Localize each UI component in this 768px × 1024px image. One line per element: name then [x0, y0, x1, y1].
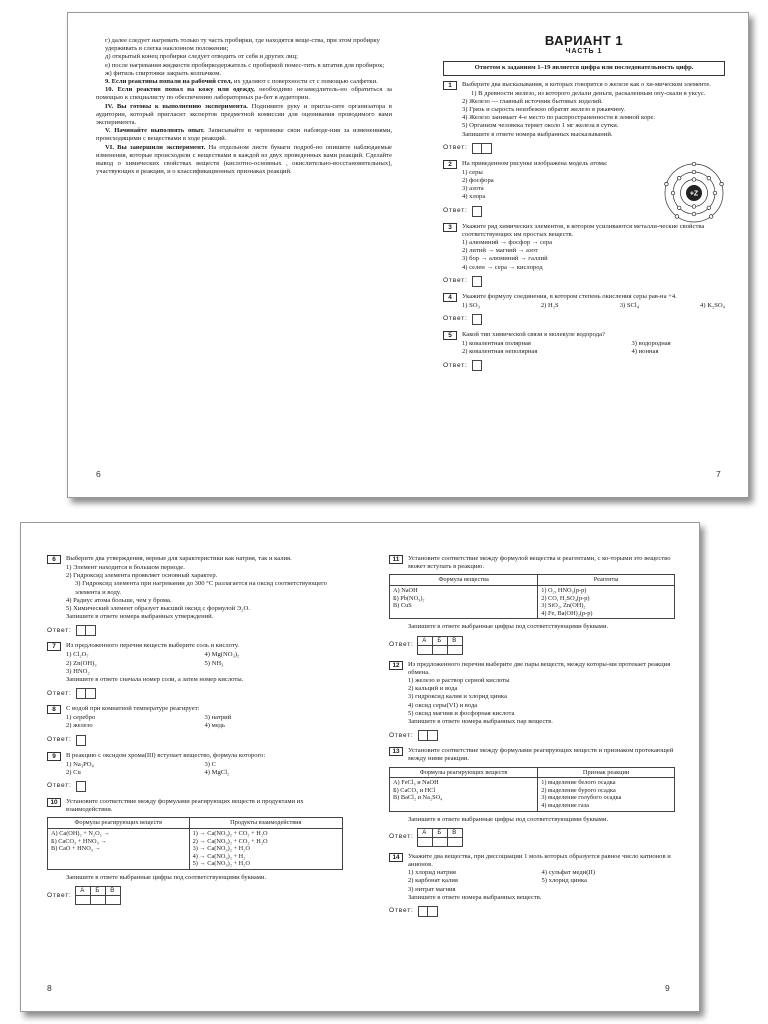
question-text: Какой тип химической связи в молекуле водорода? [462, 331, 605, 339]
paragraph [96, 37, 392, 53]
question-text: Из предложенного перечня выберите две пары веществ, между которы-ми протекает реакция обмена. [408, 660, 671, 676]
question-text: Выберите два высказывания, в которых говорится о железе как о хи-мическом элементе. [462, 80, 711, 88]
book-spread-bottom [20, 522, 700, 1012]
option: 3) гидроксид калия и хлорид цинка [408, 693, 507, 701]
electron [692, 170, 696, 174]
question-7 [47, 642, 343, 651]
question-text: В реакцию с оксидом хрома(III) вступает вещество, формула которого: [66, 751, 266, 759]
answer-cell[interactable] [76, 625, 86, 636]
item: В) CuS [393, 602, 412, 610]
item: А) Ca(OH)₂ + N₂O₅ → [51, 830, 110, 838]
item: 5) → Ca(NO₃)₂ + H₂O [192, 860, 250, 868]
option: 5) хлорид цинка [541, 877, 587, 885]
item: 2) CO, H₂SO₄(р-р) [541, 594, 590, 602]
table-header: Формула вещества [390, 575, 538, 586]
question-7-options [66, 651, 343, 676]
paragraph-text: На отдельном листе бумаги подроб-но опишите наблюдаемые изменения, которые происходили с веществами в каждой из двух проведенных вами реакций. Сделайте вывод о химических свойствах веществ (кислотно-осно́вных , окислительно-восстановительных), участвующих в реакции, и о классификационных признаках реакций. [96, 143, 392, 176]
option: 4) Mg(NO₃)₂ [204, 651, 240, 659]
item: В) CaO + HNO₃ → [51, 845, 101, 853]
option: 1) Na₃PO₄ [66, 760, 94, 768]
answer-row [389, 636, 675, 655]
question-text: Установите соответствие между формулами реагирующих веществ и продуктами их взаимодействия. [66, 798, 304, 814]
variant-title: ВАРИАНТ 1 [544, 33, 624, 48]
item: А) FeCl₃ и NaOH [393, 779, 439, 787]
table-header: Признак реакции [538, 767, 675, 778]
paragraph-text: е) после нагревания жидкости пробиркодержатель с пробиркой помес-тить в штатив для пробирок; [105, 61, 385, 69]
option: 3) Грязь и сырость неизбежно обратят железо в ржавчину. [462, 106, 626, 114]
page-number-6: 6 [96, 469, 101, 479]
table-cell-left [390, 778, 538, 811]
option: 3) C [204, 760, 217, 768]
question-11 [389, 555, 675, 571]
answer-row [389, 828, 675, 847]
answer-cell[interactable] [428, 730, 438, 741]
option: 1) Элемент находится в большом периоде. [66, 564, 185, 571]
item: 3) SiO₂, Zn(OH)₂ [541, 602, 586, 610]
paragraph-text: Поднимите руку и приглa-сите организатора в аудитории, который пригласит экспертов предметной комиссии для оценивания проводимого вами эксперимента. [96, 102, 392, 127]
option: 4) медь [204, 722, 226, 730]
question-number: 11 [389, 555, 403, 564]
electron [692, 205, 696, 209]
letter-cell: А [75, 886, 91, 896]
page-6 [96, 37, 392, 176]
option: 3) водородная [631, 340, 671, 348]
answer-label: Ответ: [389, 833, 414, 841]
answer-cell[interactable] [447, 645, 463, 655]
page-9 [389, 551, 675, 917]
letter-cell: В [105, 886, 121, 896]
answer-label: Ответ: [47, 689, 72, 697]
answer-cell[interactable] [472, 276, 482, 287]
question-13 [389, 747, 675, 763]
electron [707, 206, 711, 210]
option: 1) железо и раствор серной кислоты [408, 676, 510, 684]
answer-cell[interactable] [90, 895, 106, 905]
table-cell-right [538, 586, 675, 619]
question-10-table [47, 817, 343, 870]
question-text: Укажите два вещества, при диссоциации 1 моль которых образуется равное число катионов и анионов. [408, 852, 671, 868]
option: 3) SCl₄ [619, 301, 640, 309]
item: 3) выделение голубого осадка [541, 794, 622, 802]
paragraph [96, 103, 392, 128]
answer-row [47, 688, 343, 699]
instruction: Запишите в ответе номера выбранных пар веществ. [408, 718, 553, 725]
item: В) BaCl₂ и Na₂SO₄ [393, 794, 443, 802]
option: 5) Организм человека теряет около 1 мг железа в сутки. [462, 122, 619, 130]
question-14 [389, 853, 675, 869]
electron [720, 182, 724, 186]
electron [665, 182, 669, 186]
question-5 [443, 331, 725, 340]
paragraph [96, 86, 392, 102]
answer-cell[interactable] [105, 895, 121, 905]
answer-cell[interactable] [418, 906, 428, 917]
instruction: Запишите в ответе номера выбранных веществ. [408, 893, 542, 901]
option: 1) В древности железо, из которого делали деньги, раскаленным опу-скали в уксус. [471, 89, 706, 97]
item: 4) → Ca(NO₃)₂ + H₂ [192, 852, 246, 860]
question-8 [47, 705, 343, 714]
question-14-options [408, 869, 675, 894]
table-cell-left [48, 829, 190, 870]
answer-cell[interactable] [86, 688, 96, 699]
instruction: Запишите в ответе выбранные цифры под соответствующими буквами. [408, 815, 609, 823]
option: 2) кальций и вода [408, 685, 458, 693]
question-number: 10 [47, 798, 61, 807]
question-text: Установите соответствие между формулой вещества и реагентами, с ко-торыми это вещество может вступать в реакцию. [408, 555, 671, 571]
item: Б) CaCO₃ + HNO₃ → [51, 837, 107, 845]
option: 2) железо [66, 722, 93, 730]
paragraph-text: ж) фитиль спиртовки закрыть колпачком. [105, 69, 222, 77]
option: 1) серы [462, 168, 483, 176]
answer-cell[interactable] [432, 645, 448, 655]
answer-label: Ответ: [47, 736, 72, 744]
table-header: Продукты взаимодействия [189, 818, 342, 829]
option: 2) фосфора [462, 177, 494, 185]
instruction: Запишите в ответе сначала номер соли, а затем номер кислоты. [66, 676, 244, 684]
answer-cell[interactable] [472, 143, 482, 154]
item: 1) O₂, HNO₃(р-р) [541, 587, 587, 594]
paragraph [96, 78, 392, 86]
option: 4) селен → сера → кислород [462, 263, 543, 271]
option: 3) бор → алюминий → галлий [462, 255, 548, 263]
item: Б) Pb(NO₃)₂ [393, 594, 425, 602]
paragraph [96, 144, 392, 177]
electron [692, 178, 696, 182]
answer-label: Ответ: [47, 626, 72, 634]
paragraph-text: необходимо незамедлитель-но обратиться за помощью к специалисту по обеспечению лабораторных ра-бот в аудитории. [96, 86, 392, 102]
answer-cell[interactable] [472, 206, 482, 217]
table-header: Реагенты [538, 575, 675, 586]
electron [692, 212, 696, 216]
paragraph [96, 70, 392, 78]
answer-cell[interactable] [432, 837, 448, 847]
answer-row [443, 314, 725, 325]
answer-cell[interactable] [472, 314, 482, 325]
question-number: 5 [443, 331, 457, 340]
letter-cell: А [417, 828, 433, 838]
electron [692, 162, 696, 166]
letter-cell: Б [432, 636, 448, 646]
option: 4) K₂SO₄ [700, 301, 725, 309]
answer-label: Ответ: [47, 891, 72, 899]
item: 1) выделение белого осадка [541, 779, 616, 787]
question-text: Укажите ряд химических элементов, в котором усиливаются металли-ческие свойства соответствующих им простых веществ. [462, 222, 705, 238]
answer-label: Ответ: [443, 144, 468, 152]
question-number: 9 [47, 752, 61, 761]
instruction: Запишите в ответе выбранные цифры под соответствующими буквами. [66, 874, 267, 882]
question-6-options [66, 564, 343, 621]
item: А) NaOH [393, 587, 418, 594]
question-number: 4 [443, 293, 457, 302]
paragraph-text: д) открытый конец пробирки следует отводить от себя и других лиц; [105, 53, 298, 61]
question-number: 2 [443, 160, 457, 169]
option: 2) Железо — главный источник бытовых изделий. [462, 97, 603, 105]
answer-label: Ответ: [443, 315, 468, 323]
paragraph [96, 62, 392, 70]
option: 1) ковалентная полярная [462, 340, 531, 348]
question-9 [47, 752, 343, 761]
answer-label: Ответ: [443, 361, 468, 369]
answer-row [389, 730, 675, 741]
book-spread-top [67, 12, 749, 498]
answer-row [443, 360, 725, 371]
answer-cell[interactable] [447, 837, 463, 847]
option: 2) Cu [66, 768, 81, 776]
question-5-options [462, 340, 725, 356]
option: 2) литий → магний → азот [462, 247, 538, 255]
instruction-frame: Ответом к заданиям 1–19 является цифра или последовательность цифр. [443, 61, 725, 75]
page-6-text [96, 37, 392, 176]
option: 1) Cl₂O₇ [66, 651, 89, 659]
item: 3) → Ca(NO₃)₂ + H₂O [192, 845, 250, 853]
question-4-options [462, 302, 725, 310]
answer-cell[interactable] [428, 906, 438, 917]
electron [713, 191, 717, 195]
bold-lead: 10. Если реактив попал на кожу или одежду, [105, 86, 255, 94]
option: 5) Химический элемент образует высший оксид с формулой Э₂О. [66, 605, 250, 613]
option: 1) SO₃ [462, 301, 480, 309]
question-text: С водой при комнатной температуре реагирует: [66, 705, 200, 713]
electron [677, 206, 681, 210]
question-text: Из предложенного перечня веществ выберите соль и кислоту. [66, 642, 239, 650]
question-number: 12 [389, 661, 403, 670]
option: 5) оксид магния и фосфорная кислота [408, 709, 515, 717]
table-header: Формулы реагирующих веществ [390, 767, 538, 778]
instruction: Запишите в ответе номера выбранных высказываний. [462, 130, 613, 138]
instruction: Запишите в ответе выбранные цифры под соответствующими буквами. [408, 623, 609, 631]
answer-label: Ответ: [443, 207, 468, 215]
answer-cell[interactable] [76, 781, 86, 792]
answer-cell[interactable] [86, 625, 96, 636]
answer-row [47, 735, 343, 746]
option: 4) Железо занимает 4-е место по распространенности в земной коре. [462, 114, 656, 122]
answer-cell[interactable] [75, 895, 91, 905]
question-1 [443, 81, 725, 90]
letter-cell: В [447, 828, 463, 838]
option: 4) ионная [631, 348, 659, 356]
option: 4) сульфат меди(II) [541, 869, 596, 877]
option: 3) нитрат магния [408, 885, 456, 893]
answer-cell[interactable] [417, 645, 433, 655]
nucleus-label: +Z [689, 190, 699, 198]
question-number: 1 [443, 81, 457, 90]
question-text: Установите соответствие между формулами реагирующих веществ и признаком протекающей между ними реакции. [408, 747, 674, 763]
question-number: 3 [443, 223, 457, 232]
page-number-9: 9 [665, 983, 670, 993]
table-cell-left [390, 586, 538, 619]
item: 1) → Ca(NO₃)₂ + CO₂ + H₂O [192, 830, 268, 838]
question-text: На приведенном рисунке изображена модель атома: [462, 159, 608, 167]
paragraph-text: Записывайте в черновике свои наблюде-ния за изменениями, происходящими с веществами в ходе реакций. [96, 127, 393, 143]
page-number-7: 7 [716, 469, 721, 479]
answer-label: Ответ: [47, 782, 72, 790]
bold-lead: V. Начинайте выполнять опыт. [105, 127, 205, 135]
electron [675, 214, 679, 218]
answer-row [389, 906, 675, 917]
question-number: 8 [47, 705, 61, 714]
question-number: 13 [389, 747, 403, 756]
answer-row [47, 886, 343, 905]
option: 5) NH₃ [204, 659, 224, 667]
question-11-table [389, 574, 675, 619]
paragraph [96, 127, 392, 143]
answer-cell[interactable] [418, 730, 428, 741]
page-8 [47, 551, 343, 905]
question-6 [47, 555, 343, 564]
question-1-options [462, 90, 725, 139]
option: 2) Гидроксид элемента проявляет основный характер. [66, 572, 218, 580]
paragraph-text: г) далее следует нагревать только ту часть пробирки, где находятся веще-ства, при этом пробирку удерживать в слегка наклонном положении; [105, 37, 380, 53]
question-text: Выберите два утверждения, верные для характеристики как натрия, так и калия. [66, 555, 292, 562]
answer-cell[interactable] [482, 143, 492, 154]
item: 2) выделение бурого осадка [541, 786, 616, 794]
question-8-options [66, 714, 343, 730]
option: 4) MgCl₂ [204, 768, 230, 776]
option: 2) H₂S [540, 301, 559, 309]
answer-cell[interactable] [472, 360, 482, 371]
option: 1) серебро [66, 714, 96, 722]
electron [671, 191, 675, 195]
option: 2) карбонат калия [408, 877, 458, 885]
answer-cell[interactable] [76, 735, 86, 746]
option: 1) хлорид натрия [408, 869, 456, 877]
question-3-options [462, 239, 725, 272]
letter-cell: Б [432, 828, 448, 838]
answer-cell[interactable] [76, 688, 86, 699]
answer-label: Ответ: [389, 731, 414, 739]
page-7 [443, 33, 725, 371]
electron [707, 176, 711, 180]
answer-row [443, 143, 725, 154]
answer-label: Ответ: [389, 640, 414, 648]
question-number: 7 [47, 642, 61, 651]
question-12-options [408, 677, 675, 726]
electron [709, 214, 713, 218]
question-number: 6 [47, 555, 61, 564]
question-9-options [66, 761, 343, 777]
question-10 [47, 798, 343, 814]
option: 3) HNO₂ [66, 667, 90, 675]
answer-letter-grid [418, 636, 463, 655]
answer-row [443, 276, 725, 287]
option: 1) алюминий → фосфор → сера [462, 239, 553, 247]
letter-cell: А [417, 636, 433, 646]
item: 4) выделение газа [541, 801, 589, 809]
answer-cell[interactable] [417, 837, 433, 847]
question-4 [443, 293, 725, 302]
letter-cell: В [447, 636, 463, 646]
letter-cell: Б [90, 886, 106, 896]
bold-lead: IV. Вы готовы к выполнению эксперимента. [105, 102, 248, 110]
item: Б) CaCO₃ и HCl [393, 786, 436, 794]
atom-model-diagram [663, 162, 725, 224]
answer-label: Ответ: [389, 907, 414, 915]
question-12 [389, 661, 675, 677]
item: 2) → Ca(NO₃)₂ + CO₂ + H₂O [192, 837, 268, 845]
option: 4) хлора [462, 193, 486, 201]
table-header: Формулы реагирующих веществ [48, 818, 190, 829]
option: 3) азота [462, 185, 484, 193]
answer-label: Ответ: [443, 277, 468, 285]
question-13-table [389, 767, 675, 812]
table-cell-right [189, 829, 342, 870]
answer-letter-grid [76, 886, 121, 905]
option: 3) Гидроксид элемента при нагревании до 300 °С разлагается на оксид соответствующего элемента и воду. [75, 580, 327, 596]
answer-row [47, 625, 343, 636]
page-number-8: 8 [47, 983, 52, 993]
instruction: Запишите в ответе номера выбранных утверждений. [66, 613, 214, 621]
answer-letter-grid [418, 828, 463, 847]
answer-row [47, 781, 343, 792]
option: 2) Zn(OH)₂ [66, 659, 97, 667]
electron [677, 176, 681, 180]
question-text: Укажите формулу соединения, в котором степень окисления серы рав-на +4. [462, 292, 677, 300]
question-3 [443, 223, 725, 239]
table-cell-right [538, 778, 675, 811]
item: 4) Fe, Ba(OH)₂(р-р) [541, 609, 593, 617]
paragraph-text: их удаляют с поверхности ст с помощью салфетки. [232, 78, 378, 86]
question-number: 14 [389, 853, 403, 862]
paragraph [96, 53, 392, 61]
option: 2) ковалентная неполярная [462, 348, 538, 356]
option: 4) Радиус атома больше, чем у брома. [66, 596, 172, 604]
bold-lead: 9. Если реактивы попали на рабочий стол, [105, 78, 233, 86]
option: 4) оксид серы(VI) и вода [408, 701, 478, 709]
option: 3) натрий [204, 714, 232, 722]
bold-lead: VI. Вы завершили эксперимент. [105, 143, 206, 151]
part-title: ЧАСТЬ 1 [565, 48, 603, 56]
